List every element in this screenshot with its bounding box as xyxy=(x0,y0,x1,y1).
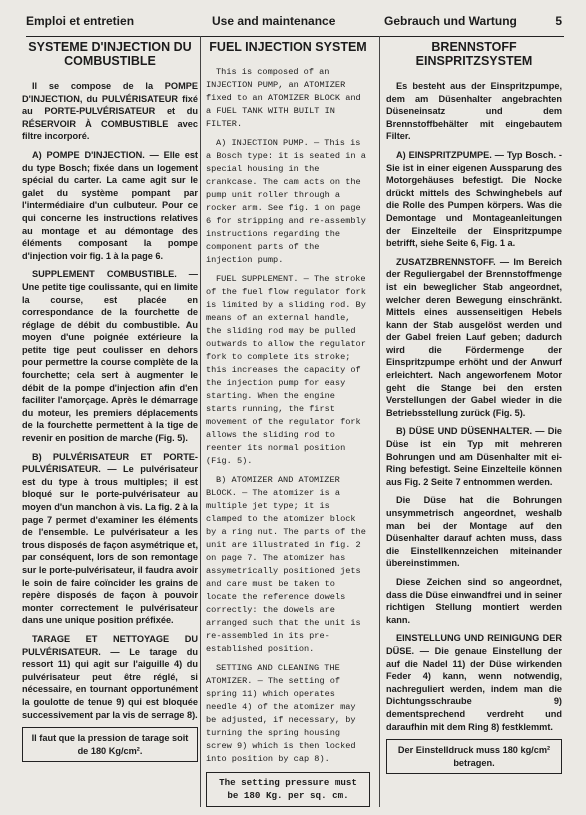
column-divider-left xyxy=(200,36,201,807)
french-paragraph: A) POMPE D'INJECTION. — Elle est du type Bosch; fixée dans un logement spécial du carter. La came agit sur le galet du système pompant par l'intermédiaire d'un culbuteur. Pour ce qui concerne les instructions relatives au montage et au démontage des éléments composant la pompe d'injection voir fig. 1 à la page 6. xyxy=(22,149,198,261)
german-title: BRENNSTOFF EINSPRITZSYSTEM xyxy=(415,40,533,68)
english-column xyxy=(206,40,370,807)
french-paragraph: Il se compose de la POMPE D'INJECTION, du PULVÉRISATEUR fixé au PORTE-PULVÉRISATEUR et du RÉSERVOIR À COMBUSTIBLE avec filtre incorporé. xyxy=(22,81,198,142)
header-german: Gebrauch und Wartung xyxy=(384,14,517,28)
english-paragraph: B) ATOMIZER AND ATOMIZER BLOCK. — The atomizer is a multiple jet type; it is clamped to the atomizer block by a ring nut. The parts of the unit are illustrated in fig. 2 on page 7. The atomizer has assymetrically positioned jets and care must be taken to locate the reference dowels correctly: the dowels are arranged such that the unit is re-assembled in its pre-established position. xyxy=(206,475,366,654)
page-number: 5 xyxy=(555,14,562,28)
english-title: FUEL INJECTION SYSTEM xyxy=(209,40,367,54)
english-paragraph: A) INJECTION PUMP. — This is a Bosch type: it is seated in a special housing in the crankcase. The cam acts on the pump unit roller through a rocker arm. See fig. 1 on page 6 for stripping and re-assembly instructions regarding the component parts of the injection pump. xyxy=(206,138,366,265)
german-paragraph: A) EINSPRITZPUMPE. — Typ Bosch. - Sie ist in einer eigenen Aussparung des Motorgehäuses befestigt. Die Nocke drückt mittels des Schwinghebels auf die Rolle des Pumpen körpers. Was die Demontage und Montageanleitungen der Einzelteile der Einspritzpumpe betrifft, siehe Seite 6, Fig. 1 a. xyxy=(386,149,562,249)
french-pressure-note: Il faut que la pression de tarage soit de 180 Kg/cm². xyxy=(22,727,198,762)
english-paragraph: FUEL SUPPLEMENT. — The stroke of the fuel flow regulator fork is limited by a sliding rod. By means of an external handle, the sliding rod may be pulled outwards to allow the regulator fork to complete its stroke; this increases the capacity of the injection pump for easy starting. When the engine starts running, the first movement of the regulator fork allows the sliding rod to reenter its normal position (Fig. 5). xyxy=(206,274,366,466)
header-rule xyxy=(26,36,564,37)
german-pressure-note: Der Einstelldruck muss 180 kg/cm² betragen. xyxy=(386,739,562,774)
german-column xyxy=(386,40,562,774)
german-paragraph: Diese Zeichen sind so angeordnet, dass die Düse einwandfrei und in seiner richtigen Stellung montiert werden kann. xyxy=(386,576,562,625)
header-english: Use and maintenance xyxy=(212,14,336,28)
german-paragraph: EINSTELLUNG UND REINIGUNG DER DÜSE. — Die genaue Einstellung der auf die Nadel 11) der Düse wirkenden Feder 4) kann, wenn notwendig, nachreguliert werden, indem man die Dichtungsschraube 9) dementsprechend verdreht und daraufhin mit dem Ring 8) festklemmt. xyxy=(386,633,562,732)
header-french: Emploi et entretien xyxy=(26,14,135,28)
french-paragraph: B) PULVÉRISATEUR ET PORTE-PULVÉRISATEUR. — Le pulvérisateur est du type à trous multiples; il est bloqué sur le porte-pulvérisateur au moyen d'un manchon à vis. La fig. 2 à la page 7 permet d'examiner les éléments de l'ensemble. Le pulvérisateur a les trous disposés de façon asymétrique et, par conséquent, lors de son remontage sur le porte-pulvérisateur, il faudra avoir le soin de faire coïncider les grains de repère disposés de façon à pouvoir monter correctement le pulvérisateur dans une unique position préfixée. xyxy=(22,451,198,626)
french-title: SYSTEME D'INJECTION DU COMBUSTIBLE xyxy=(28,40,192,68)
french-column xyxy=(22,40,198,762)
column-divider-right xyxy=(379,36,380,807)
page-header xyxy=(16,6,576,34)
french-paragraph: TARAGE ET NETTOYAGE DU PULVÉRISATEUR. — Le tarage du ressort 11) qui agit sur l'aiguille 4) du pulvérisateur peut être réglé, si nécessaire, en tournant opportunément la goulotte de tenue 9) qui est bloquée successivement par la vis de serrage 8). xyxy=(22,633,198,720)
english-paragraph: This is composed of an INJECTION PUMP, an ATOMIZER fixed to an ATOMIZER BLOCK and a FUEL TANK WITH BUILT IN FILTER. xyxy=(206,67,361,129)
english-paragraph: SETTING AND CLEANING THE ATOMIZER. — The setting of spring 11) which operates needle 4) of the atomizer may be adjusted, if necessary, by turning the spring housing screw 9) which is then locked into position by cap 8). xyxy=(206,663,356,764)
german-paragraph: ZUSATZBRENNSTOFF. — Im Bereich der Reguliergabel der Brennstoffmenge ist ein beweglicher Stab angeordnet, welcher deren Bewegung einschränkt. Mittels eines aussenseitigen Hebels kann der Stab ausgelöst werden und der Gabel freien Lauf geben; dadurch wird die Fördermenge der Einspritzpumpe erhöht und der Anwurf erleichtert. Nach angeworfenem Motor geht die Stange bei den ersten Verstellungen der Gabel wieder in die Betriebsstellung zurück (Fig. 5). xyxy=(386,256,562,418)
german-paragraph: Die Düse hat die Bohrungen unsymmetrisch angeordnet, weshalb man bei der Montage auf den Düsenhalter darauf achten muss, dass die Einstellkennzeichen miteinander übereinstimmen. xyxy=(386,495,562,569)
german-paragraph: B) DÜSE UND DÜSENHALTER. — Die Düse ist ein Typ mit mehreren Bohrungen und am Düsenhalter mit ei-Ring befestigt. Seine Einzelteile können aus Fig. 2 Seite 7 entnommen werden. xyxy=(386,426,562,487)
french-paragraph: SUPPLEMENT COMBUSTIBLE. — Une petite tige coulissante, qui en limite la course, est placée en correspondance de la fourchette de réglage de débit du combustible. Au moyen d'une poignée extérieure la petite tige peut coulisser en dehors pour permettre la course complète de la fourchette; cela sert à augmenter le débit de la pompe d'injection afin d'en faciliter l'amorçage. Après le démarrage du moteur, les premiers déplacements de la fourchette permettent à la tige de revenir en position de marche (Fig. 5). xyxy=(22,269,198,444)
english-pressure-note: The setting pressure must be 180 Kg. per sq. cm. xyxy=(206,772,370,807)
german-paragraph: Es besteht aus der Einspritzpumpe, dem am Düsenhalter angebrachten Düseneinsatz und dem Brennstoffbehälter mit eingebautem Filter. xyxy=(386,81,562,142)
